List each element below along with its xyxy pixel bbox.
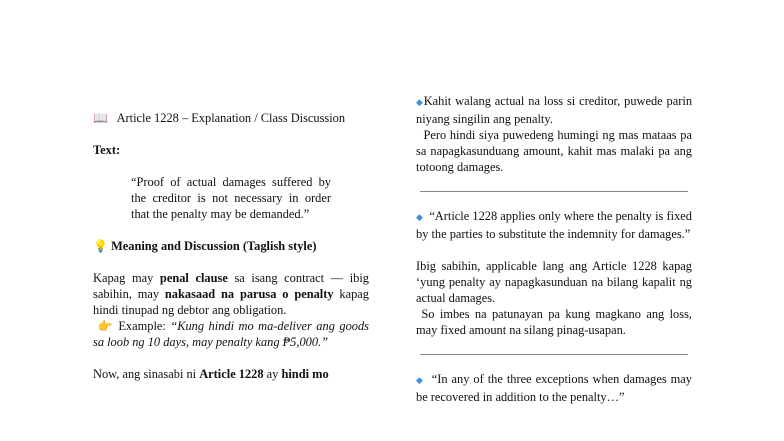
para1-bold-penalty: nakasaad na parusa o penalty [164,287,334,301]
blue-diamond-icon: ◆ [416,213,423,223]
para2-bold-hindi-mo: hindi mo [281,367,329,381]
block3-quote-text: “In any of the three exceptions when damages may be recovered in addition to the penalty…” [416,372,692,404]
block2-quote-text: “Article 1228 applies only where the penalty is fixed by the parties to substitute the indemnity for damages.” [416,209,692,241]
article-quote: “Proof of actual damages suffered by the creditor is not necessary in order that the penalty may be demanded.” [131,175,331,221]
block2-para1: Ibig sabihin, applicable lang ang Article 1228 kapag ‘yung penalty ay napagkasunduan na bilang kapalit ng actual damages. [416,259,692,305]
right-column [416,93,692,405]
article-title-text: Article 1228 – Explanation / Class Discussion [116,111,346,125]
blue-diamond-icon: ◆ [416,376,424,386]
block1-line2-text: Pero hindi siya puwedeng humingi ng mas mataas pa sa napagkasunduang amount, kahit mas malaki pa ang totoong damages. [416,128,692,174]
block1-line1-text: Kahit walang actual na loss si creditor, puwede parin niyang singilin ang penalty. [416,94,693,126]
light-bulb-icon: 💡 [93,239,108,253]
example-label: Example: [118,319,171,333]
article-1228-paragraph [93,366,369,382]
left-column [93,110,369,382]
para2-bold-article: Article 1228 [199,367,264,381]
block2-quote [416,208,692,242]
divider [420,354,688,355]
block1-line1 [416,93,692,127]
meaning-heading [93,238,369,254]
penal-clause-paragraph [93,270,369,318]
para1-text-c: sa isang contract — ibig sabihin, may [93,271,369,301]
para1-text-e: kapag hindi tinupad ng debtor ang obligation. [93,287,370,317]
blue-diamond-icon: ◆ [416,98,424,108]
article-title [93,110,369,126]
pointing-hand-icon: 👉 [97,319,114,333]
block3-quote [416,371,692,405]
example-paragraph [93,318,369,350]
block2-para2 [416,306,692,338]
text-label: Text: [93,143,121,157]
para2-text-a: Now, ang sinasabi ni [93,367,200,381]
example-text: “Kung hindi mo ma-deliver ang goods sa loob ng 10 days, may penalty kang ₱5,000.” [93,319,369,349]
para1-text-a: Kapag may [93,271,160,285]
para1-bold-penal-clause: penal clause [159,271,228,285]
block1-line2 [416,127,692,175]
divider [420,191,688,192]
block2-para2-text: So imbes na patunayan pa kung magkano ang loss, may fixed amount na silang pinag-usapan. [416,307,692,337]
para2-text-c: ay [263,367,282,381]
meaning-heading-text: Meaning and Discussion (Taglish style) [111,239,317,253]
open-book-icon: 📖 [93,111,108,125]
